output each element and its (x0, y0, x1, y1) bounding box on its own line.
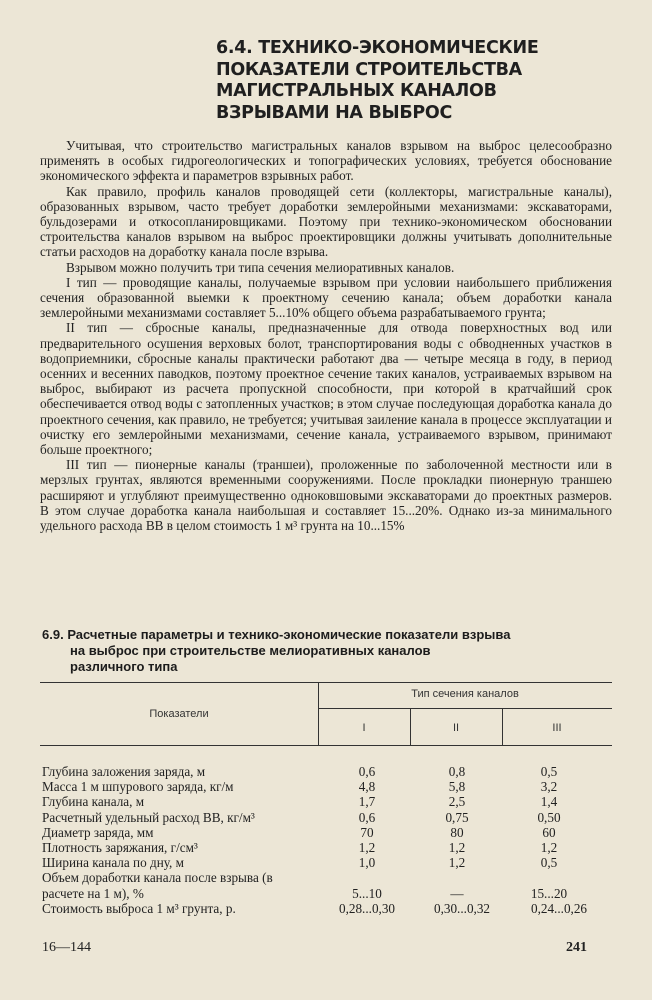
table-body (42, 764, 612, 916)
cell-type-3: 15...20 (530, 885, 568, 901)
row-label: Глубина канала, м (42, 794, 145, 810)
cell-type-2: 1,2 (448, 840, 466, 856)
row-label: Расчетный удельный расход ВВ, кг/м³ (42, 809, 255, 825)
cell-type-1: 4,8 (358, 779, 376, 795)
cell-type-1: 0,6 (358, 809, 376, 825)
table-row (42, 779, 612, 794)
table-caption-line: Расчетные параметры и технико-экономические показатели взрыва (67, 627, 511, 642)
table-header-rule (40, 745, 612, 746)
row-label: Глубина заложения заряда, м (42, 764, 206, 779)
body-text (40, 138, 612, 533)
table-row (42, 855, 612, 870)
printer-signature: 16—144 (42, 940, 91, 955)
row-label: Плотность заряжания, г/см³ (42, 840, 198, 856)
paragraph: III тип — пионерные каналы (траншеи), проложенные по заболоченной местности или в мерзлых грунтах, являются временными сооружениями. После прокладки пионерную траншею расширяют и углубляют преимущественно одноковшовыми экскаваторами до проектных размеров. В этом случае доработка канала наибольшая и составляет 15...20%. Однако из-за минимального удельного расхода ВВ в целом стоимость 1 м³ грунта на 10...15% (40, 457, 612, 534)
row-label: Объем доработки канала после взрыва (в расчете на 1 м), % (42, 870, 273, 901)
cell-type-2: 5,8 (448, 779, 466, 795)
cell-type-2: 0,75 (445, 809, 469, 825)
column-header-type: III (552, 722, 562, 734)
column-header-group: Тип сечения каналов (411, 688, 519, 700)
cell-type-3: 3,2 (540, 779, 558, 795)
column-header-type: II (452, 722, 460, 734)
cell-type-1: 5...10 (352, 885, 382, 901)
cell-type-1: 1,7 (358, 794, 376, 810)
table-group-rule (318, 708, 612, 709)
cell-type-3: 0,24...0,26 (530, 900, 588, 916)
heading-line: МАГИСТРАЛЬНЫХ КАНАЛОВ (216, 81, 497, 101)
cell-type-2: 1,2 (448, 855, 466, 871)
row-label: Масса 1 м шпурового заряда, кг/м (42, 779, 234, 795)
cell-type-2: 0,8 (448, 764, 466, 779)
table-row (42, 870, 612, 900)
table-row (42, 794, 612, 809)
row-label: Диаметр заряда, мм (42, 824, 154, 840)
table-row (42, 764, 612, 779)
heading-line: ВЗРЫВАМИ НА ВЫБРОС (216, 102, 453, 123)
table-top-rule (40, 682, 612, 683)
table-caption-line: на выброс при строительстве мелиоративных каналов (70, 643, 431, 658)
cell-type-1: 1,2 (358, 840, 376, 856)
cell-type-3: 1,2 (540, 840, 558, 856)
cell-type-1: 1,0 (358, 855, 376, 871)
cell-type-1: 0,6 (358, 764, 376, 779)
table-row (42, 901, 612, 916)
heading-line: 6.4. ТЕХНИКО-ЭКОНОМИЧЕСКИЕ (216, 38, 539, 58)
table-caption (42, 627, 602, 675)
section-heading (216, 38, 596, 124)
table-row (42, 825, 612, 840)
column-header-indicators: Показатели (149, 708, 209, 720)
table-number: 6.9. (42, 627, 64, 642)
cell-type-3: 60 (542, 824, 556, 840)
cell-type-3: 0,5 (540, 855, 558, 871)
row-label: Ширина канала по дну, м (42, 855, 184, 871)
paragraph: Взрывом можно получить три типа сечения мелиоративных каналов. (66, 259, 455, 275)
table-caption-line: различного типа (70, 659, 178, 674)
paragraph: Учитывая, что строительство магистральных каналов взрывом на выброс целесообразно применять в особых гидрогеологических и топографических условиях, требуется обоснование экономического эффекта и параметров взрывных работ. (40, 138, 612, 184)
paragraph: II тип — сбросные каналы, предназначенные для отвода поверхностных вод или предварительного осушения верховых болот, транспортирования воды с обводненных участков в водоприемники, сбросные каналы практически работают два — четыре месяца в году, в период осенних и весенних паводков, поэтому проектное сечение таких каналов, устраиваемых взрывом на выброс, выбирают из расчета пропускной способности, при которой в кратчайший срок обеспечивается отвод воды с затопленных участков; в этом случае последующая доработка канала до проектного сечения, как правило, не требуется; учитывая заиление канала в процессе эксплуатации и очистку его землеройными механизмами, сечение канала, устраиваемого взрывом, принимают больше проектного; (40, 320, 612, 458)
table-row (42, 840, 612, 855)
cell-type-1: 70 (360, 824, 374, 840)
page-number: 241 (566, 940, 587, 955)
cell-type-3: 1,4 (540, 794, 558, 810)
cell-type-2: 0,30...0,32 (433, 900, 491, 916)
cell-type-2: — (450, 885, 464, 901)
cell-type-3: 0,50 (537, 809, 561, 825)
paragraph: I тип — проводящие каналы, получаемые взрывом при условии наибольшего приближения сечения образованной выемки к проектному сечению канала; объем доработки канала землеройными механизмами составляет 5...10% общего объема разрабатываемого грунта; (40, 274, 612, 321)
column-header-type: I (362, 722, 366, 734)
heading-line: ПОКАЗАТЕЛИ СТРОИТЕЛЬСТВА (216, 59, 522, 80)
table-row (42, 810, 612, 825)
cell-type-2: 2,5 (448, 794, 466, 810)
cell-type-2: 80 (450, 824, 464, 840)
cell-type-1: 0,28...0,30 (338, 900, 396, 916)
cell-type-3: 0,5 (540, 764, 558, 779)
row-label: Стоимость выброса 1 м³ грунта, р. (42, 900, 236, 916)
paragraph: Как правило, профиль каналов проводящей сети (коллекторы, магистральные каналы), образованных взрывом, часто требует доработки землеройными механизмами: экскаваторами, бульдозерами и откосопланировщиками. Поэтому при технико-экономическом обосновании строительства каналов взрывом на выброс проектировщики должны учитывать дополнительные статьи расходов на доработку канала после взрыва. (40, 183, 612, 260)
